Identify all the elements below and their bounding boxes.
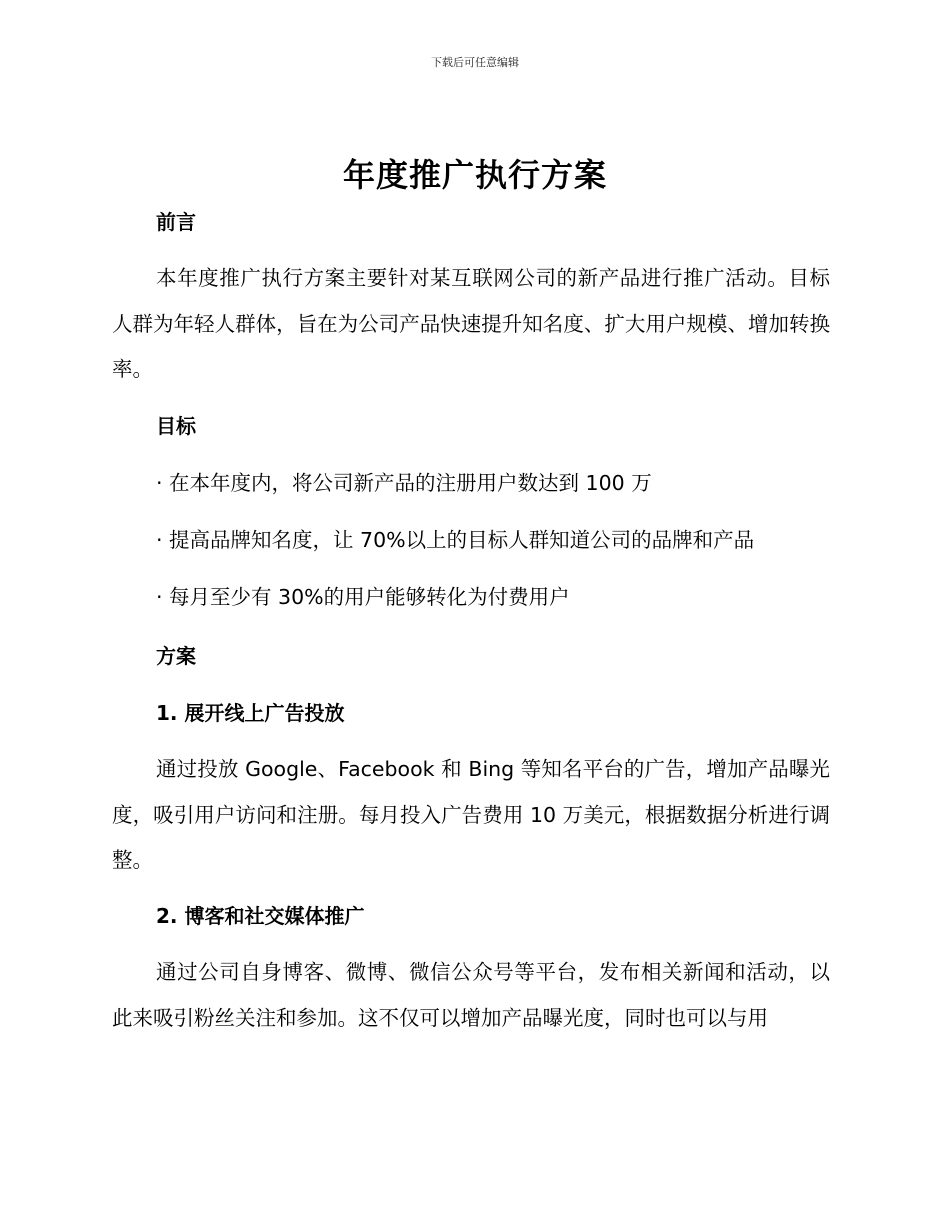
- header-note: 下载后可任意编辑: [431, 56, 519, 69]
- plan-item-heading-2: 2. 博客和社交媒体推广: [156, 904, 365, 928]
- section-heading-goals: 目标: [156, 414, 196, 438]
- section-heading-preface: 前言: [156, 210, 196, 234]
- preface-paragraph: 本年度推广执行方案主要针对某互联网公司的新产品进行推广活动。目标人群为年轻人群体，旨在为公司产品快速提升知名度、扩大用户规模、增加转换率。: [112, 266, 830, 381]
- plan-item-paragraph-1: 通过投放 Google、Facebook 和 Bing 等知名平台的广告，增加产品曝光度，吸引用户访问和注册。每月投入广告费用 10 万美元，根据数据分析进行调整。: [112, 757, 830, 872]
- plan-item-heading-1: 1. 展开线上广告投放: [156, 701, 345, 725]
- document-title: 年度推广执行方案: [342, 156, 607, 194]
- goal-item: · 在本年度内，将公司新产品的注册用户数达到 100 万: [156, 471, 652, 495]
- goal-item: · 每月至少有 30%的用户能够转化为付费用户: [156, 585, 570, 609]
- goal-item: · 提高品牌知名度，让 70%以上的目标人群知道公司的品牌和产品: [156, 528, 755, 552]
- plan-item-paragraph-2: 通过公司自身博客、微博、微信公众号等平台，发布相关新闻和活动，以此来吸引粉丝关注和参加。这不仅可以增加产品曝光度，同时也可以与用: [112, 960, 830, 1030]
- section-heading-plan: 方案: [156, 644, 196, 668]
